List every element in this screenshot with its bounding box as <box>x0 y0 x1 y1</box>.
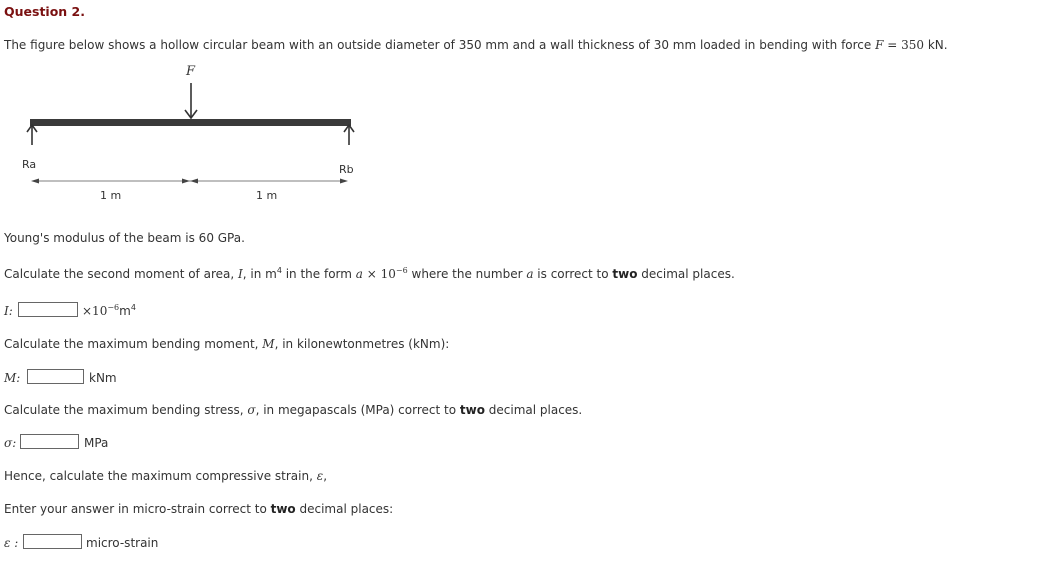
part-i-label: I: <box>4 304 13 318</box>
part-sigma-unit: MPa <box>84 436 109 450</box>
beam-diagram <box>0 55 380 210</box>
part-i-prompt <box>4 267 735 281</box>
part-sigma-var: σ <box>247 403 256 417</box>
intro-force-unit: kN. <box>927 38 948 52</box>
part-sigma-prompt-text-2: , in megapascals (MPa) correct to <box>255 403 460 417</box>
part-m-prompt-text-2: , in kilonewtonmetres (kNm): <box>274 337 450 351</box>
part-sigma-prompt <box>4 403 582 417</box>
part-eps-prompt-2 <box>4 502 393 516</box>
youngs-modulus-text: Young's modulus of the beam is 60 GPa. <box>4 231 245 245</box>
bending-stress-input[interactable] <box>20 434 79 449</box>
part-i-var: I <box>237 267 243 281</box>
part-i-correct-text: is correct to <box>533 267 613 281</box>
part-i-form-text: in the form <box>281 267 356 281</box>
strain-input[interactable] <box>23 534 82 549</box>
dim-arrow-left <box>31 179 39 184</box>
span-right-label: 1 m <box>256 189 278 202</box>
intro-force-eq: = 350 <box>883 38 928 52</box>
force-label: F <box>186 64 196 79</box>
question-title: Question 2. <box>4 4 85 19</box>
question-intro <box>4 38 948 52</box>
part-eps-prompt-text: Hence, calculate the maximum compressive strain, <box>4 469 317 483</box>
part-i-bold-two: two <box>612 267 638 281</box>
part-i-form-times: × 10 <box>362 267 396 281</box>
part-i-where-text: where the number <box>407 267 527 281</box>
part-i-unit-text: , in m <box>242 267 277 281</box>
part-i-form-a: a <box>355 267 363 281</box>
part-sigma-prompt-text-3: decimal places. <box>484 403 583 417</box>
dim-arrow-mid-right <box>190 179 198 184</box>
part-i-unit-sup: 4 <box>276 266 282 275</box>
part-m-var: M <box>262 337 275 351</box>
part-i-unit-m: m <box>119 304 131 318</box>
part-eps-prompt2-text-2: decimal places: <box>295 502 394 516</box>
span-left-label: 1 m <box>100 189 122 202</box>
part-m-prompt <box>4 337 449 351</box>
part-eps-label: ε : <box>4 536 19 550</box>
dim-arrow-right <box>340 179 348 184</box>
second-moment-input[interactable] <box>18 302 78 317</box>
part-eps-unit: micro-strain <box>86 536 159 550</box>
part-sigma-label: σ: <box>4 436 17 450</box>
part-i-unit-times: ×10 <box>82 304 108 318</box>
part-m-label: M: <box>4 371 21 385</box>
part-eps-bold-two: two <box>270 502 296 516</box>
part-sigma-prompt-text: Calculate the maximum bending stress, <box>4 403 248 417</box>
part-i-decimal-text: decimal places. <box>637 267 735 281</box>
part-sigma-bold-two: two <box>459 403 485 417</box>
part-i-prompt-text: Calculate the second moment of area, <box>4 267 238 281</box>
part-i-unit-exp: −6 <box>107 303 120 312</box>
part-i-form-a-2: a <box>526 267 534 281</box>
part-m-unit: kNm <box>89 371 117 385</box>
intro-text: The figure below shows a hollow circular beam with an outside diameter of 350 mm and a wall thickness of 30 mm loaded in bending with force <box>4 38 876 52</box>
left-support-label: Ra <box>22 158 37 171</box>
part-eps-prompt <box>4 469 327 483</box>
intro-force-var: F <box>875 38 884 52</box>
part-m-prompt-text: Calculate the maximum bending moment, <box>4 337 263 351</box>
part-eps-comma: , <box>323 469 328 483</box>
part-i-form-exp: −6 <box>395 266 408 275</box>
part-eps-prompt2-text: Enter your answer in micro-strain correct to <box>4 502 271 516</box>
dim-arrow-mid-left <box>182 179 190 184</box>
part-eps-var: ε <box>316 469 324 483</box>
bending-moment-input[interactable] <box>27 369 84 384</box>
part-i-unit <box>82 304 136 318</box>
beam <box>30 119 351 126</box>
part-i-unit-m-sup: 4 <box>130 303 136 312</box>
right-support-label: Rb <box>339 163 354 176</box>
